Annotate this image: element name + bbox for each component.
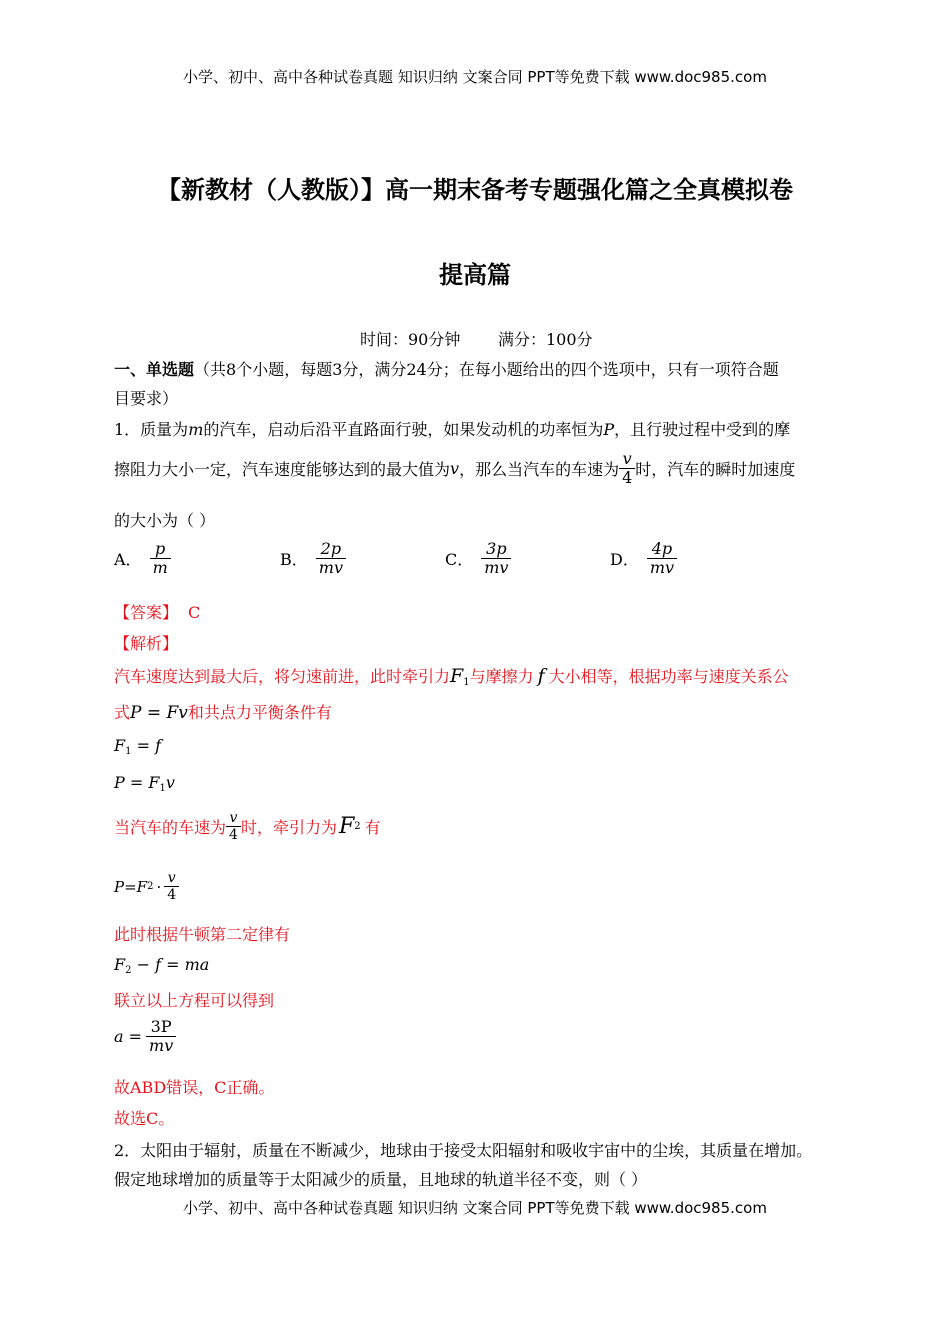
var-f: f [537, 665, 545, 687]
equation-text: = f [136, 736, 161, 755]
fraction-denominator: mv [481, 558, 511, 577]
equation-text: − f = ma [136, 955, 210, 974]
fraction-numerator: 3P [150, 1017, 172, 1036]
option-label: D． [610, 550, 639, 570]
fraction-denominator: m [150, 558, 171, 577]
section-title: 一、单选题 [114, 360, 195, 379]
fraction-numerator: p [155, 539, 166, 558]
equation-text: P = F [114, 773, 160, 792]
option-d[interactable] [610, 540, 677, 578]
page-footer-banner: 小学、初中、高中各种试卷真题 知识归纳 文案合同 PPT等免费下载 www.doc985.com [183, 1199, 767, 1217]
fraction-denominator: 4 [619, 468, 635, 487]
option-label: C． [445, 550, 474, 570]
q1-var-v: v [450, 459, 460, 479]
analysis-label: 【解析】 [114, 634, 179, 653]
exam-time: 时间：90分钟 [360, 330, 461, 349]
analysis-text: 当汽车的车速为 [114, 818, 227, 838]
fraction-numerator: v [622, 449, 632, 468]
fraction-denominator: mv [316, 558, 346, 577]
exam-score: 满分：100分 [498, 330, 593, 349]
q1-text: 时，汽车的瞬时加速度 [635, 460, 796, 480]
q1-text: ，那么当汽车的车速为 [459, 460, 620, 480]
equation-text: a = [114, 1027, 143, 1047]
fraction-numerator: v [229, 810, 238, 826]
option-label: B． [280, 550, 308, 570]
analysis-line-6: 故ABD错误，C正确。 [114, 1078, 275, 1097]
q1-text: 的汽车，启动后沿平直路面行驶，如果发动机的功率恒为 [203, 420, 604, 439]
fraction-numerator: 3p [486, 539, 507, 558]
q1-fraction [619, 450, 635, 488]
formula-p-fv: P = Fv [130, 703, 188, 723]
answer-value: C [188, 603, 201, 622]
fraction-numerator: v [167, 870, 176, 886]
var-f1-sub: 1 [463, 677, 470, 688]
q1-text: ，且行驶过程中受到的摩 [614, 420, 791, 439]
section-heading [114, 357, 779, 380]
option-fraction [316, 540, 346, 578]
var-f2: F [338, 814, 355, 840]
q2-line-2: 假定地球增加的质量等于太阳减少的质量，且地球的轨道半径不变，则（ ） [114, 1170, 648, 1189]
q1-line-1 [114, 417, 790, 440]
var-f2-sub: 2 [354, 821, 361, 833]
analysis-text: 大小相等，根据功率与速度关系公 [548, 667, 789, 686]
option-a[interactable] [114, 540, 171, 578]
fraction-denominator: mv [146, 1036, 176, 1055]
document-title: 【新教材（人教版）】高一期末备考专题强化篇之全真模拟卷 [157, 176, 793, 204]
answer-label: 【答案】 [114, 603, 179, 622]
option-fraction [647, 540, 677, 578]
equation-newton: $F_2 - f$ = ma [114, 955, 210, 976]
analysis-line-7: 故选C。 [114, 1109, 175, 1128]
analysis-line-5: 联立以上方程可以得到 [114, 991, 275, 1010]
page-header-banner: 小学、初中、高中各种试卷真题 知识归纳 文案合同 PPT等免费下载 www.doc985.com [183, 68, 767, 86]
q1-text: 擦阻力大小一定，汽车速度能够达到的最大值为 [114, 460, 451, 480]
q1-text: 1．质量为 [114, 420, 189, 439]
analysis-text: 式 [114, 703, 131, 722]
option-c[interactable] [445, 540, 511, 578]
option-label: A． [114, 550, 142, 570]
section-description-cont: 目要求） [114, 389, 179, 408]
analysis-line-4: 此时根据牛顿第二定律有 [114, 925, 291, 944]
q1-line-3: 的大小为（ ） [114, 511, 216, 530]
fraction-denominator: 4 [226, 826, 241, 843]
fraction-numerator: 2p [320, 539, 342, 558]
q1-line-2 [114, 450, 795, 488]
answer-line [114, 600, 200, 623]
analysis-text: 与摩擦力 [469, 667, 534, 686]
fraction-denominator: 4 [164, 886, 179, 903]
result-fraction [146, 1018, 176, 1056]
analysis-text: 和共点力平衡条件有 [187, 703, 332, 722]
analysis-line-3 [114, 810, 381, 843]
analysis-text: 时，牵引力为 [240, 818, 337, 838]
equation-text: P=F [114, 877, 148, 896]
analysis-line-1 [114, 664, 789, 688]
analysis-line-2 [114, 700, 332, 723]
document-subtitle: 提高篇 [439, 261, 511, 289]
option-fraction [481, 540, 511, 578]
q1-var-m: m [188, 420, 204, 439]
equation-p-f2v4: P=F 2 · $\frac{v}{4}$ [114, 870, 179, 903]
q2-line-1: 2．太阳由于辐射，质量在不断减少，地球由于接受太阳辐射和吸收宇宙中的尘埃，其质量在增加。 [114, 1141, 813, 1160]
equation-result [114, 1018, 176, 1056]
option-fraction [150, 540, 171, 578]
analysis-text: 有 [364, 818, 381, 838]
equation-p-f1v: $P = F_1v$ [114, 773, 175, 794]
section-description: （共8个小题，每题3分，满分24分；在每小题给出的四个选项中，只有一项符合题 [194, 360, 779, 379]
option-b[interactable] [280, 540, 346, 578]
speed-fraction [226, 810, 241, 843]
analysis-text: 汽车速度达到最大后，将匀速前进，此时牵引力 [114, 667, 451, 686]
q1-var-p: P [603, 420, 615, 439]
equation-fraction [164, 870, 179, 903]
equation-text: v [165, 773, 175, 792]
var-f1: F [450, 665, 464, 687]
fraction-numerator: 4p [651, 539, 673, 558]
equation-text: · [156, 877, 162, 896]
equation-f1-f: $F_1 = f$ [114, 736, 161, 757]
fraction-denominator: mv [647, 558, 677, 577]
